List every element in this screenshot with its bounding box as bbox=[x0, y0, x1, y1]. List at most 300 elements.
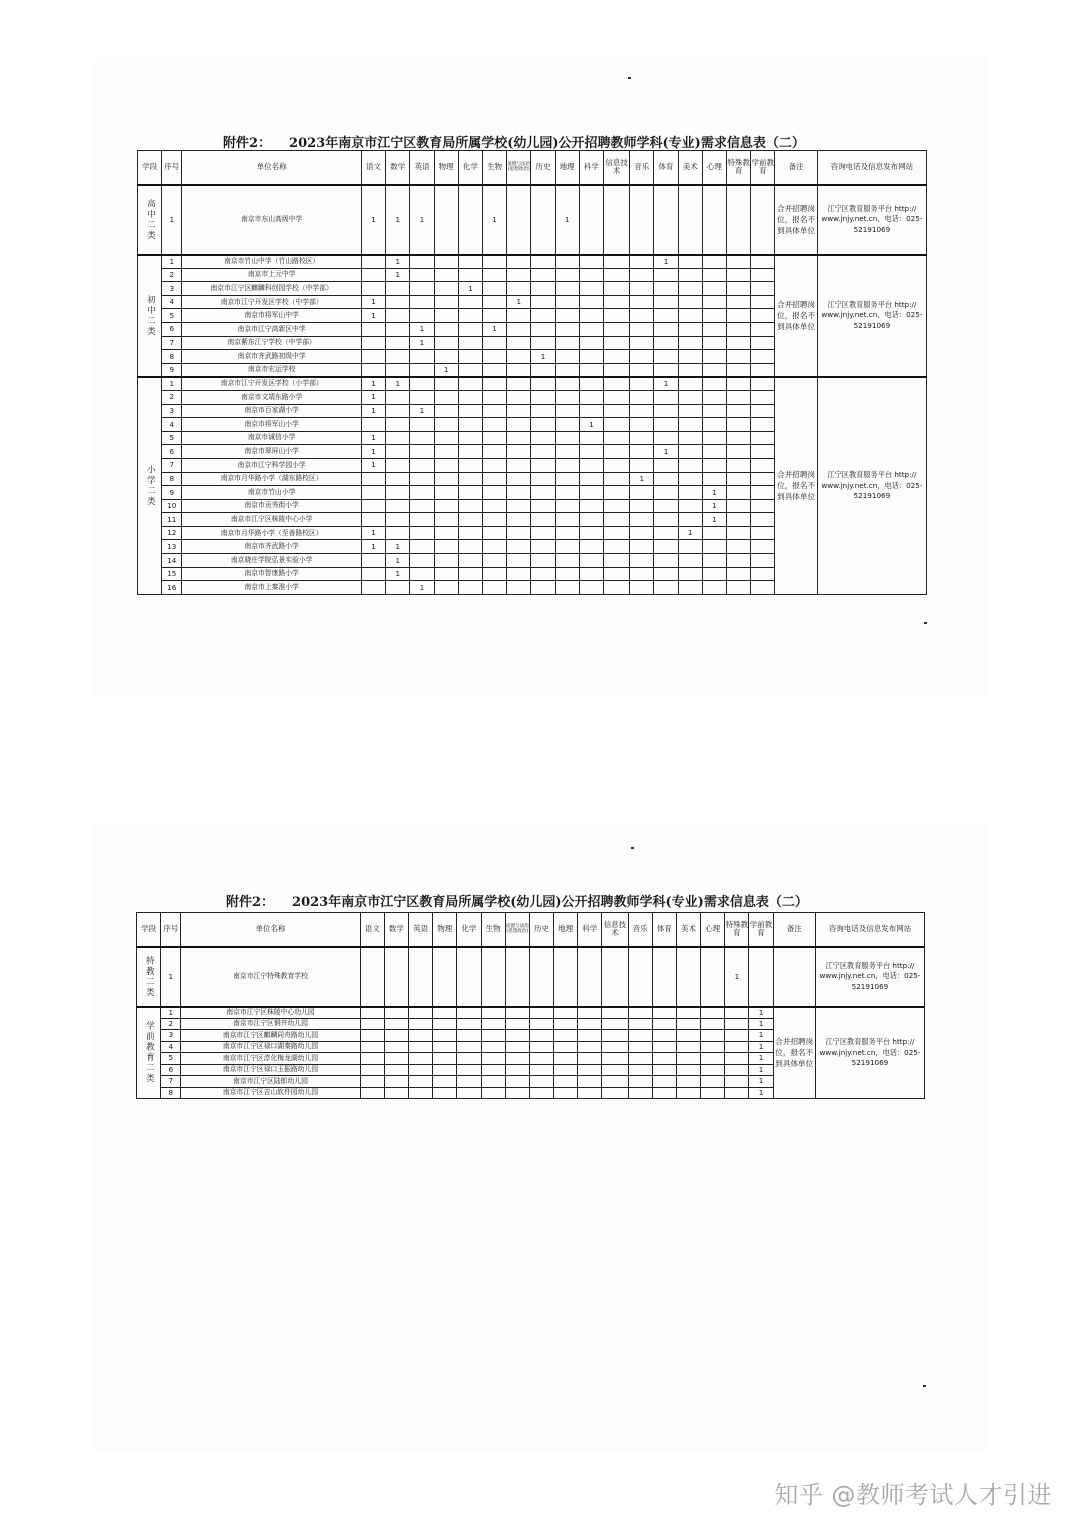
demand-cell bbox=[529, 1030, 553, 1042]
demand-cell bbox=[654, 390, 678, 404]
demand-cell bbox=[702, 390, 726, 404]
demand-cell bbox=[434, 513, 458, 527]
column-header: 化学 bbox=[457, 913, 481, 947]
demand-cell bbox=[458, 336, 482, 350]
demand-cell bbox=[482, 486, 506, 500]
demand-cell bbox=[531, 472, 555, 486]
demand-cell: 1 bbox=[386, 185, 410, 255]
demand-cell bbox=[751, 418, 775, 432]
demand-cell bbox=[702, 185, 726, 255]
demand-cell bbox=[630, 567, 654, 581]
column-header: 单位名称 bbox=[181, 913, 360, 947]
demand-cell bbox=[727, 336, 751, 350]
demand-cell bbox=[531, 295, 555, 309]
demand-cell bbox=[531, 431, 555, 445]
demand-cell bbox=[458, 431, 482, 445]
demand-cell bbox=[579, 526, 603, 540]
demand-cell bbox=[458, 390, 482, 404]
demand-cell bbox=[678, 486, 702, 500]
demand-cell bbox=[458, 363, 482, 377]
demand-cell bbox=[555, 581, 579, 595]
demand-cell bbox=[482, 472, 506, 486]
demand-cell bbox=[602, 1087, 628, 1099]
demand-cell bbox=[727, 322, 751, 336]
demand-cell bbox=[702, 404, 726, 418]
row-number: 3 bbox=[162, 282, 182, 296]
demand-cell bbox=[481, 1064, 505, 1076]
demand-cell bbox=[751, 431, 775, 445]
demand-cell bbox=[630, 445, 654, 459]
header-row bbox=[138, 151, 927, 185]
demand-cell bbox=[482, 282, 506, 296]
demand-cell bbox=[678, 350, 702, 364]
demand-cell bbox=[751, 499, 775, 513]
row-number: 7 bbox=[162, 336, 182, 350]
row-number: 1 bbox=[162, 377, 182, 391]
demand-cell bbox=[603, 309, 629, 323]
unit-name: 南京市江宁区禄口湖秦路幼儿园 bbox=[181, 1041, 360, 1053]
demand-cell bbox=[531, 581, 555, 595]
column-header: 物理 bbox=[433, 913, 457, 947]
demand-cell bbox=[602, 1053, 628, 1065]
demand-cell bbox=[386, 472, 410, 486]
demand-cell bbox=[361, 513, 385, 527]
demand-cell bbox=[678, 418, 702, 432]
demand-cell bbox=[531, 567, 555, 581]
demand-cell bbox=[751, 309, 775, 323]
demand-cell bbox=[654, 458, 678, 472]
demand-cell bbox=[409, 1018, 433, 1030]
demand-cell bbox=[652, 1041, 676, 1053]
demand-cell bbox=[578, 1064, 602, 1076]
demand-cell bbox=[482, 431, 506, 445]
demand-cell bbox=[579, 513, 603, 527]
row-number: 2 bbox=[162, 268, 182, 282]
demand-cell bbox=[409, 1053, 433, 1065]
demand-cell bbox=[702, 458, 726, 472]
demand-cell bbox=[652, 1064, 676, 1076]
demand-cell bbox=[481, 1007, 505, 1019]
demand-cell bbox=[579, 486, 603, 500]
demand-cell bbox=[434, 255, 458, 269]
demand-cell bbox=[578, 1087, 602, 1099]
demand-cell bbox=[555, 377, 579, 391]
demand-cell bbox=[751, 377, 775, 391]
demand-cell bbox=[360, 947, 384, 1007]
demand-cell bbox=[386, 322, 410, 336]
demand-cell bbox=[676, 1041, 700, 1053]
demand-cell bbox=[555, 309, 579, 323]
document-page-1 bbox=[95, 60, 987, 695]
demand-cell bbox=[603, 390, 629, 404]
demand-cell bbox=[701, 947, 725, 1007]
row-number: 6 bbox=[161, 1064, 181, 1076]
demand-cell bbox=[678, 390, 702, 404]
demand-cell bbox=[727, 268, 751, 282]
unit-name: 南京市月华路小学（湖东路校区） bbox=[182, 472, 362, 486]
demand-cell bbox=[433, 1087, 457, 1099]
demand-cell bbox=[457, 1041, 481, 1053]
column-header: 英语 bbox=[410, 151, 434, 185]
demand-cell bbox=[676, 947, 700, 1007]
demand-cell bbox=[531, 282, 555, 296]
unit-name: 南京市贡秀街小学 bbox=[182, 499, 362, 513]
demand-cell bbox=[410, 486, 434, 500]
demand-cell bbox=[531, 390, 555, 404]
demand-cell bbox=[727, 513, 751, 527]
demand-cell bbox=[579, 404, 603, 418]
demand-cell bbox=[386, 445, 410, 459]
demand-cell bbox=[482, 390, 506, 404]
demand-cell bbox=[434, 404, 458, 418]
demand-cell bbox=[482, 350, 506, 364]
demand-cell bbox=[458, 458, 482, 472]
demand-cell: 1 bbox=[749, 1053, 773, 1065]
demand-cell bbox=[531, 554, 555, 568]
demand-cell bbox=[361, 268, 385, 282]
demand-cell bbox=[555, 282, 579, 296]
demand-cell bbox=[507, 390, 531, 404]
demand-cell bbox=[579, 255, 603, 269]
demand-cell bbox=[603, 282, 629, 296]
demand-cell bbox=[555, 526, 579, 540]
demand-cell bbox=[361, 282, 385, 296]
demand-cell bbox=[603, 295, 629, 309]
demand-cell: 1 bbox=[749, 1076, 773, 1088]
demand-cell bbox=[555, 363, 579, 377]
column-header: 特殊教育 bbox=[725, 913, 749, 947]
row-number: 9 bbox=[162, 486, 182, 500]
demand-cell: 1 bbox=[482, 322, 506, 336]
demand-cell bbox=[386, 458, 410, 472]
demand-cell bbox=[654, 350, 678, 364]
demand-cell bbox=[458, 581, 482, 595]
demand-cell bbox=[386, 363, 410, 377]
column-header: 美术 bbox=[676, 913, 700, 947]
demand-cell bbox=[701, 1007, 725, 1019]
demand-cell bbox=[410, 350, 434, 364]
demand-cell bbox=[507, 567, 531, 581]
demand-cell bbox=[602, 1041, 628, 1053]
watermark: 知乎 @教师考试人才引进 bbox=[774, 1481, 1052, 1509]
demand-cell bbox=[603, 472, 629, 486]
demand-cell bbox=[751, 458, 775, 472]
demand-cell bbox=[507, 255, 531, 269]
demand-cell bbox=[457, 1087, 481, 1099]
scan-speck bbox=[924, 622, 927, 624]
demand-cell: 1 bbox=[386, 255, 410, 269]
demand-cell bbox=[531, 309, 555, 323]
remark-cell: 合并招聘岗位，报名不到具体单位 bbox=[775, 377, 817, 595]
demand-cell: 1 bbox=[702, 499, 726, 513]
demand-cell bbox=[384, 1087, 408, 1099]
demand-cell bbox=[630, 458, 654, 472]
demand-cell bbox=[727, 390, 751, 404]
demand-cell bbox=[507, 554, 531, 568]
table-row bbox=[138, 377, 927, 391]
recruitment-table bbox=[136, 912, 925, 1099]
demand-cell bbox=[434, 295, 458, 309]
demand-cell bbox=[727, 486, 751, 500]
demand-cell bbox=[654, 486, 678, 500]
unit-name: 南京市竹山中学（竹山路校区） bbox=[182, 255, 362, 269]
unit-name: 南京紫东江宁学校（中学部） bbox=[182, 336, 362, 350]
demand-cell bbox=[555, 295, 579, 309]
demand-cell bbox=[433, 1018, 457, 1030]
unit-name: 南京市江宁特殊教育学校 bbox=[181, 947, 360, 1007]
demand-cell bbox=[654, 540, 678, 554]
demand-cell bbox=[410, 526, 434, 540]
demand-cell bbox=[654, 418, 678, 432]
demand-cell bbox=[678, 472, 702, 486]
demand-cell bbox=[678, 268, 702, 282]
demand-cell bbox=[458, 268, 482, 282]
demand-cell bbox=[529, 1076, 553, 1088]
unit-name: 南京市上秦淮小学 bbox=[182, 581, 362, 595]
demand-cell bbox=[361, 472, 385, 486]
demand-cell bbox=[654, 363, 678, 377]
demand-cell bbox=[727, 282, 751, 296]
row-number: 5 bbox=[162, 309, 182, 323]
column-header: 数学 bbox=[386, 151, 410, 185]
demand-cell bbox=[654, 336, 678, 350]
demand-cell bbox=[384, 1030, 408, 1042]
demand-cell bbox=[579, 309, 603, 323]
demand-cell bbox=[482, 554, 506, 568]
demand-cell bbox=[384, 1053, 408, 1065]
demand-cell: 1 bbox=[386, 268, 410, 282]
demand-cell bbox=[579, 350, 603, 364]
demand-cell bbox=[654, 581, 678, 595]
demand-cell bbox=[654, 309, 678, 323]
demand-cell bbox=[384, 1041, 408, 1053]
demand-cell bbox=[654, 472, 678, 486]
demand-cell bbox=[652, 1030, 676, 1042]
column-header: 音乐 bbox=[630, 151, 654, 185]
demand-cell bbox=[727, 404, 751, 418]
demand-cell: 1 bbox=[458, 282, 482, 296]
demand-cell bbox=[630, 350, 654, 364]
column-header: 咨询电话及信息发布网站 bbox=[815, 913, 924, 947]
demand-cell bbox=[702, 255, 726, 269]
demand-cell bbox=[654, 268, 678, 282]
demand-cell bbox=[702, 295, 726, 309]
demand-cell bbox=[361, 567, 385, 581]
demand-cell bbox=[751, 513, 775, 527]
row-number: 3 bbox=[161, 1030, 181, 1042]
demand-cell bbox=[727, 554, 751, 568]
demand-cell bbox=[482, 526, 506, 540]
demand-cell bbox=[481, 1030, 505, 1042]
demand-cell bbox=[702, 336, 726, 350]
page-title bbox=[226, 891, 808, 910]
demand-cell bbox=[702, 581, 726, 595]
demand-cell bbox=[654, 185, 678, 255]
demand-cell bbox=[725, 1018, 749, 1030]
demand-cell bbox=[531, 363, 555, 377]
demand-cell bbox=[409, 1041, 433, 1053]
demand-cell bbox=[652, 947, 676, 1007]
demand-cell: 1 bbox=[361, 185, 385, 255]
demand-cell bbox=[507, 458, 531, 472]
demand-cell bbox=[751, 526, 775, 540]
demand-cell bbox=[652, 1053, 676, 1065]
demand-cell bbox=[481, 1076, 505, 1088]
demand-cell bbox=[725, 1087, 749, 1099]
unit-name: 南京市将军山中学 bbox=[182, 309, 362, 323]
demand-cell bbox=[652, 1018, 676, 1030]
demand-cell bbox=[555, 350, 579, 364]
demand-cell bbox=[481, 1018, 505, 1030]
demand-cell bbox=[676, 1030, 700, 1042]
row-number: 7 bbox=[161, 1076, 181, 1088]
row-number: 8 bbox=[162, 350, 182, 364]
demand-cell bbox=[751, 472, 775, 486]
demand-cell: 1 bbox=[386, 377, 410, 391]
demand-cell bbox=[579, 445, 603, 459]
demand-cell bbox=[384, 1076, 408, 1088]
remark-cell: 合并招聘岗位，报名不到具体单位 bbox=[775, 185, 817, 255]
demand-cell bbox=[678, 431, 702, 445]
column-header: 美术 bbox=[678, 151, 702, 185]
demand-cell bbox=[676, 1087, 700, 1099]
demand-cell bbox=[507, 336, 531, 350]
demand-cell bbox=[482, 255, 506, 269]
demand-cell bbox=[701, 1030, 725, 1042]
demand-cell bbox=[603, 445, 629, 459]
column-header: 语文 bbox=[360, 913, 384, 947]
demand-cell bbox=[579, 458, 603, 472]
demand-cell bbox=[410, 499, 434, 513]
demand-cell bbox=[630, 499, 654, 513]
demand-cell bbox=[409, 947, 433, 1007]
demand-cell bbox=[409, 1064, 433, 1076]
demand-cell bbox=[630, 282, 654, 296]
contact-cell: 江宁区教育服务平台 http:// www.jnjy.net.cn，电话：025-52191069 bbox=[817, 255, 926, 377]
column-header: 序号 bbox=[162, 151, 182, 185]
demand-cell bbox=[507, 350, 531, 364]
demand-cell: 1 bbox=[654, 377, 678, 391]
demand-cell bbox=[603, 486, 629, 500]
demand-cell bbox=[678, 513, 702, 527]
demand-cell bbox=[579, 336, 603, 350]
demand-cell bbox=[507, 472, 531, 486]
demand-cell bbox=[529, 1041, 553, 1053]
demand-cell bbox=[360, 1007, 384, 1019]
unit-name: 南京市东山高级中学 bbox=[182, 185, 362, 255]
remark-cell: 合并招聘岗位，报名不到具体单位 bbox=[773, 1007, 815, 1099]
demand-cell bbox=[701, 1053, 725, 1065]
demand-cell bbox=[603, 567, 629, 581]
demand-cell bbox=[654, 554, 678, 568]
demand-cell bbox=[386, 282, 410, 296]
demand-cell: 1 bbox=[555, 185, 579, 255]
demand-cell bbox=[727, 185, 751, 255]
demand-cell bbox=[701, 1076, 725, 1088]
demand-cell bbox=[727, 431, 751, 445]
demand-cell: 1 bbox=[386, 567, 410, 581]
demand-cell bbox=[458, 377, 482, 391]
row-number: 5 bbox=[162, 431, 182, 445]
demand-cell bbox=[434, 309, 458, 323]
table-row bbox=[137, 1007, 925, 1019]
column-header: 学段 bbox=[138, 151, 162, 185]
column-header: 备注 bbox=[775, 151, 817, 185]
demand-cell bbox=[457, 1030, 481, 1042]
demand-cell bbox=[725, 1053, 749, 1065]
column-header: 体育 bbox=[654, 151, 678, 185]
unit-name: 南京市江宁开发区学校（中学部） bbox=[182, 295, 362, 309]
stage-cell: 学前教育二类 bbox=[137, 1007, 161, 1099]
demand-cell bbox=[603, 554, 629, 568]
demand-cell bbox=[482, 377, 506, 391]
demand-cell bbox=[702, 350, 726, 364]
demand-cell bbox=[555, 390, 579, 404]
demand-cell bbox=[654, 513, 678, 527]
demand-cell bbox=[529, 1087, 553, 1099]
contact-cell: 江宁区教育服务平台 http:// www.jnjy.net.cn，电话：025-52191069 bbox=[817, 185, 926, 255]
demand-cell bbox=[578, 1053, 602, 1065]
demand-cell bbox=[555, 540, 579, 554]
demand-cell bbox=[602, 1076, 628, 1088]
demand-cell bbox=[555, 554, 579, 568]
demand-cell bbox=[458, 322, 482, 336]
demand-cell bbox=[579, 581, 603, 595]
unit-name: 南京市江宁区吉山软件园幼儿园 bbox=[181, 1087, 360, 1099]
demand-cell bbox=[654, 499, 678, 513]
demand-cell: 1 bbox=[361, 404, 385, 418]
demand-cell bbox=[410, 540, 434, 554]
demand-cell bbox=[386, 431, 410, 445]
demand-cell bbox=[603, 540, 629, 554]
demand-cell bbox=[458, 255, 482, 269]
demand-cell: 1 bbox=[702, 486, 726, 500]
row-number: 13 bbox=[162, 540, 182, 554]
demand-cell bbox=[360, 1030, 384, 1042]
demand-cell bbox=[433, 1053, 457, 1065]
unit-name: 南京市宏运学校 bbox=[182, 363, 362, 377]
scan-speck bbox=[631, 847, 634, 849]
demand-cell bbox=[531, 404, 555, 418]
demand-cell bbox=[384, 1064, 408, 1076]
demand-cell bbox=[434, 472, 458, 486]
demand-cell bbox=[702, 282, 726, 296]
demand-cell bbox=[507, 363, 531, 377]
row-number: 7 bbox=[162, 458, 182, 472]
demand-cell bbox=[630, 418, 654, 432]
demand-cell bbox=[531, 499, 555, 513]
demand-cell bbox=[505, 1030, 529, 1042]
demand-cell bbox=[652, 1007, 676, 1019]
demand-cell bbox=[751, 295, 775, 309]
column-header: 语文 bbox=[361, 151, 385, 185]
demand-cell bbox=[678, 554, 702, 568]
demand-cell bbox=[409, 1007, 433, 1019]
demand-cell bbox=[628, 1076, 652, 1088]
demand-cell bbox=[410, 567, 434, 581]
demand-cell: 1 bbox=[749, 1030, 773, 1042]
demand-cell bbox=[458, 472, 482, 486]
demand-cell bbox=[701, 1064, 725, 1076]
demand-cell bbox=[727, 418, 751, 432]
stage-cell: 高中二类 bbox=[138, 185, 162, 255]
demand-cell bbox=[602, 1007, 628, 1019]
demand-cell bbox=[458, 309, 482, 323]
demand-cell bbox=[458, 513, 482, 527]
demand-cell bbox=[751, 540, 775, 554]
demand-cell bbox=[702, 322, 726, 336]
unit-name: 南京市诚信小学 bbox=[182, 431, 362, 445]
